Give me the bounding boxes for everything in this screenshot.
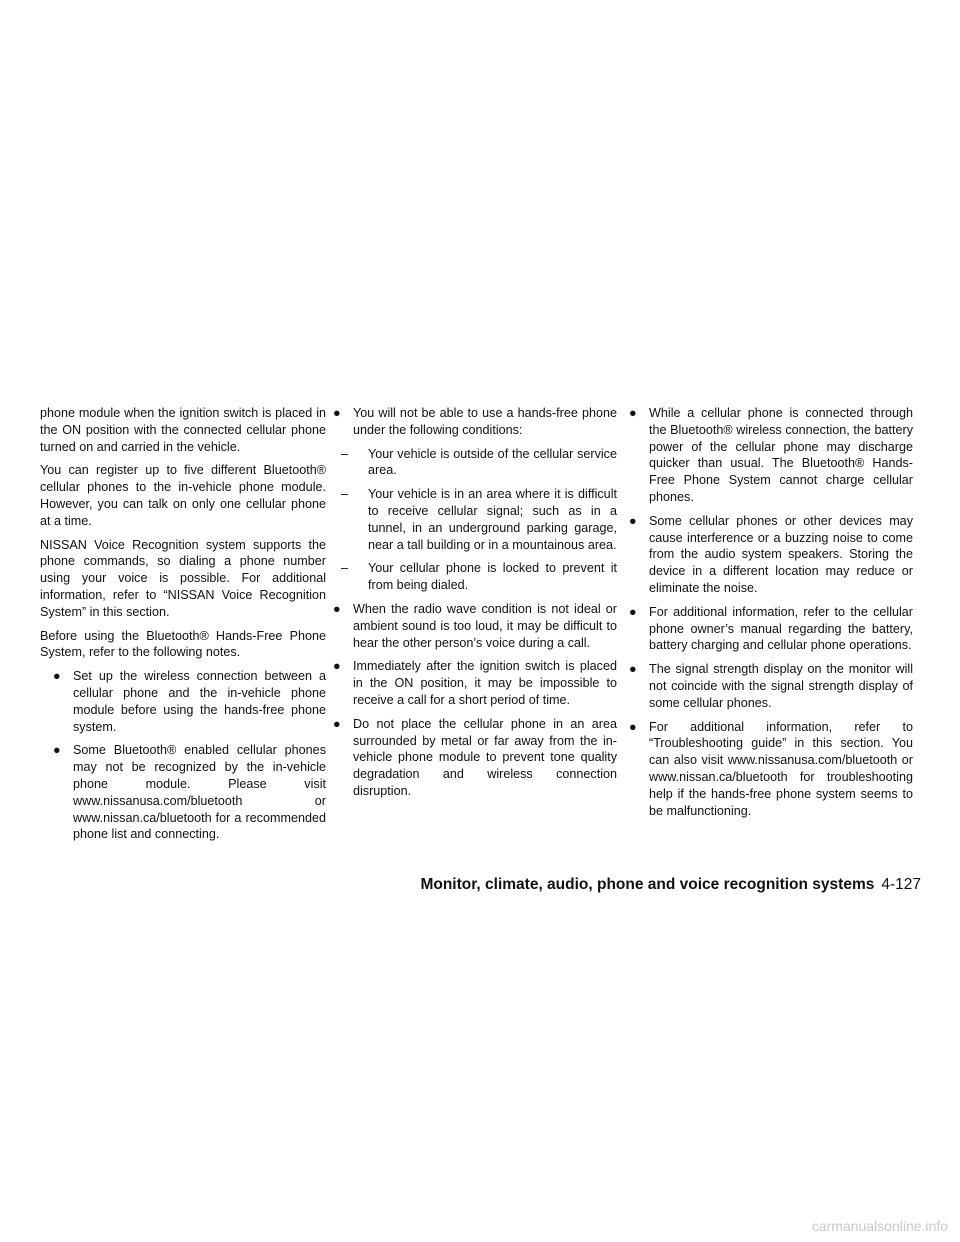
bullet-icon: ● <box>629 604 637 619</box>
bullet-item <box>331 405 617 439</box>
watermark: carmanualsonline.info <box>811 1218 948 1234</box>
bullet-text: The signal strength display on the monitor will not coincide with the signal strength display of some cellular phones. <box>649 662 913 710</box>
page-footer <box>420 876 921 894</box>
bullet-text: You will not be able to use a hands-free phone under the following conditions: <box>353 406 617 437</box>
dash-icon: – <box>341 487 349 502</box>
bullet-icon: ● <box>53 743 61 758</box>
dash-icon: – <box>341 561 349 576</box>
bullet-item <box>51 742 326 843</box>
sub-item <box>331 446 617 480</box>
sub-item <box>331 486 617 553</box>
paragraph: phone module when the ignition switch is placed in the ON position with the connected cellular phone turned on and carried in the vehicle. <box>40 406 326 454</box>
section-title: Monitor, climate, audio, phone and voice recognition systems <box>420 876 875 893</box>
paragraph: Before using the Bluetooth® Hands-Free Phone System, refer to the following notes. <box>40 628 326 660</box>
sub-item <box>331 560 617 594</box>
bullet-text: For additional information, refer to the cellular phone owner’s manual regarding the battery, battery charging and cellular phone operations. <box>649 604 913 653</box>
bullet-icon: ● <box>629 719 637 734</box>
bullet-icon: ● <box>53 669 61 684</box>
bullet-item <box>627 513 913 597</box>
bullet-icon: ● <box>333 601 341 616</box>
bullet-icon: ● <box>629 513 637 528</box>
bullet-text: While a cellular phone is connected through the Bluetooth® wireless connection, the battery power of the cellular phone may discharge quicker than usual. The Bluetooth® Hands-Free Phone System cannot charge cellular phones. <box>649 406 913 504</box>
bullet-text: Set up the wireless connection between a cellular phone and the in-vehicle phone module before using the hands-free phone system. <box>73 669 326 734</box>
bullet-item <box>331 716 617 800</box>
bullet-item <box>627 661 913 711</box>
bullet-icon: ● <box>629 406 637 420</box>
column-2 <box>331 405 617 807</box>
bullet-item <box>627 405 913 506</box>
bullet-text: Immediately after the ignition switch is placed in the ON position, it may be impossible to receive a call for a short period of time. <box>353 659 617 707</box>
bullet-icon: ● <box>333 406 341 420</box>
bullet-item <box>51 668 326 735</box>
dash-icon: – <box>341 446 349 461</box>
paragraph: NISSAN Voice Recognition system supports the phone commands, so dialing a phone number using your voice is possible. For additional information, refer to “NISSAN Voice Recognition System” in this section. <box>40 537 326 619</box>
column-3 <box>627 405 913 826</box>
bullet-item <box>331 658 617 708</box>
page-number: 4-127 <box>881 876 921 893</box>
bullet-text: Do not place the cellular phone in an area surrounded by metal or far away from the in-vehicle phone module to prevent tone quality degradation and wireless connection disruption. <box>353 716 617 798</box>
bullet-icon: ● <box>333 659 341 674</box>
sub-text: Your cellular phone is locked to prevent it from being dialed. <box>368 561 617 593</box>
paragraph: You can register up to five different Bluetooth® cellular phones to the in-vehicle phone module. However, you can talk on only one cellular phone at a time. <box>40 463 326 528</box>
bullet-icon: ● <box>333 716 341 731</box>
bullet-text: Some cellular phones or other devices may cause interference or a buzzing noise to come from the audio system speakers. Storing the device in a different location may reduce or eliminate the noise. <box>649 513 913 595</box>
bullet-icon: ● <box>629 662 637 677</box>
bullet-text: Some Bluetooth® enabled cellular phones may not be recognized by the in-vehicle phone module. Please visit www.nissanusa.com/bluetooth or www.nissan.ca/bluetooth for a recommended phone list and connecting. <box>73 743 326 842</box>
sub-text: Your vehicle is outside of the cellular service area. <box>368 446 617 478</box>
sub-text: Your vehicle is in an area where it is difficult to receive cellular signal; such as in a tunnel, in an underground parking garage, near a tall building or in a mountainous area. <box>368 487 617 552</box>
bullet-item <box>627 719 913 820</box>
column-1 <box>40 405 326 850</box>
bullet-text: When the radio wave condition is not ideal or ambient sound is too loud, it may be difficult to hear the other person’s voice during a call. <box>353 601 617 650</box>
bullet-text: For additional information, refer to “Troubleshooting guide” in this section. You can also visit www.nissanusa.com/bluetooth or www.nissan.ca/bluetooth for troubleshooting help if the hands-free phone system seems to be malfunctioning. <box>649 719 913 818</box>
bullet-item <box>627 604 913 654</box>
bullet-item <box>331 601 617 651</box>
